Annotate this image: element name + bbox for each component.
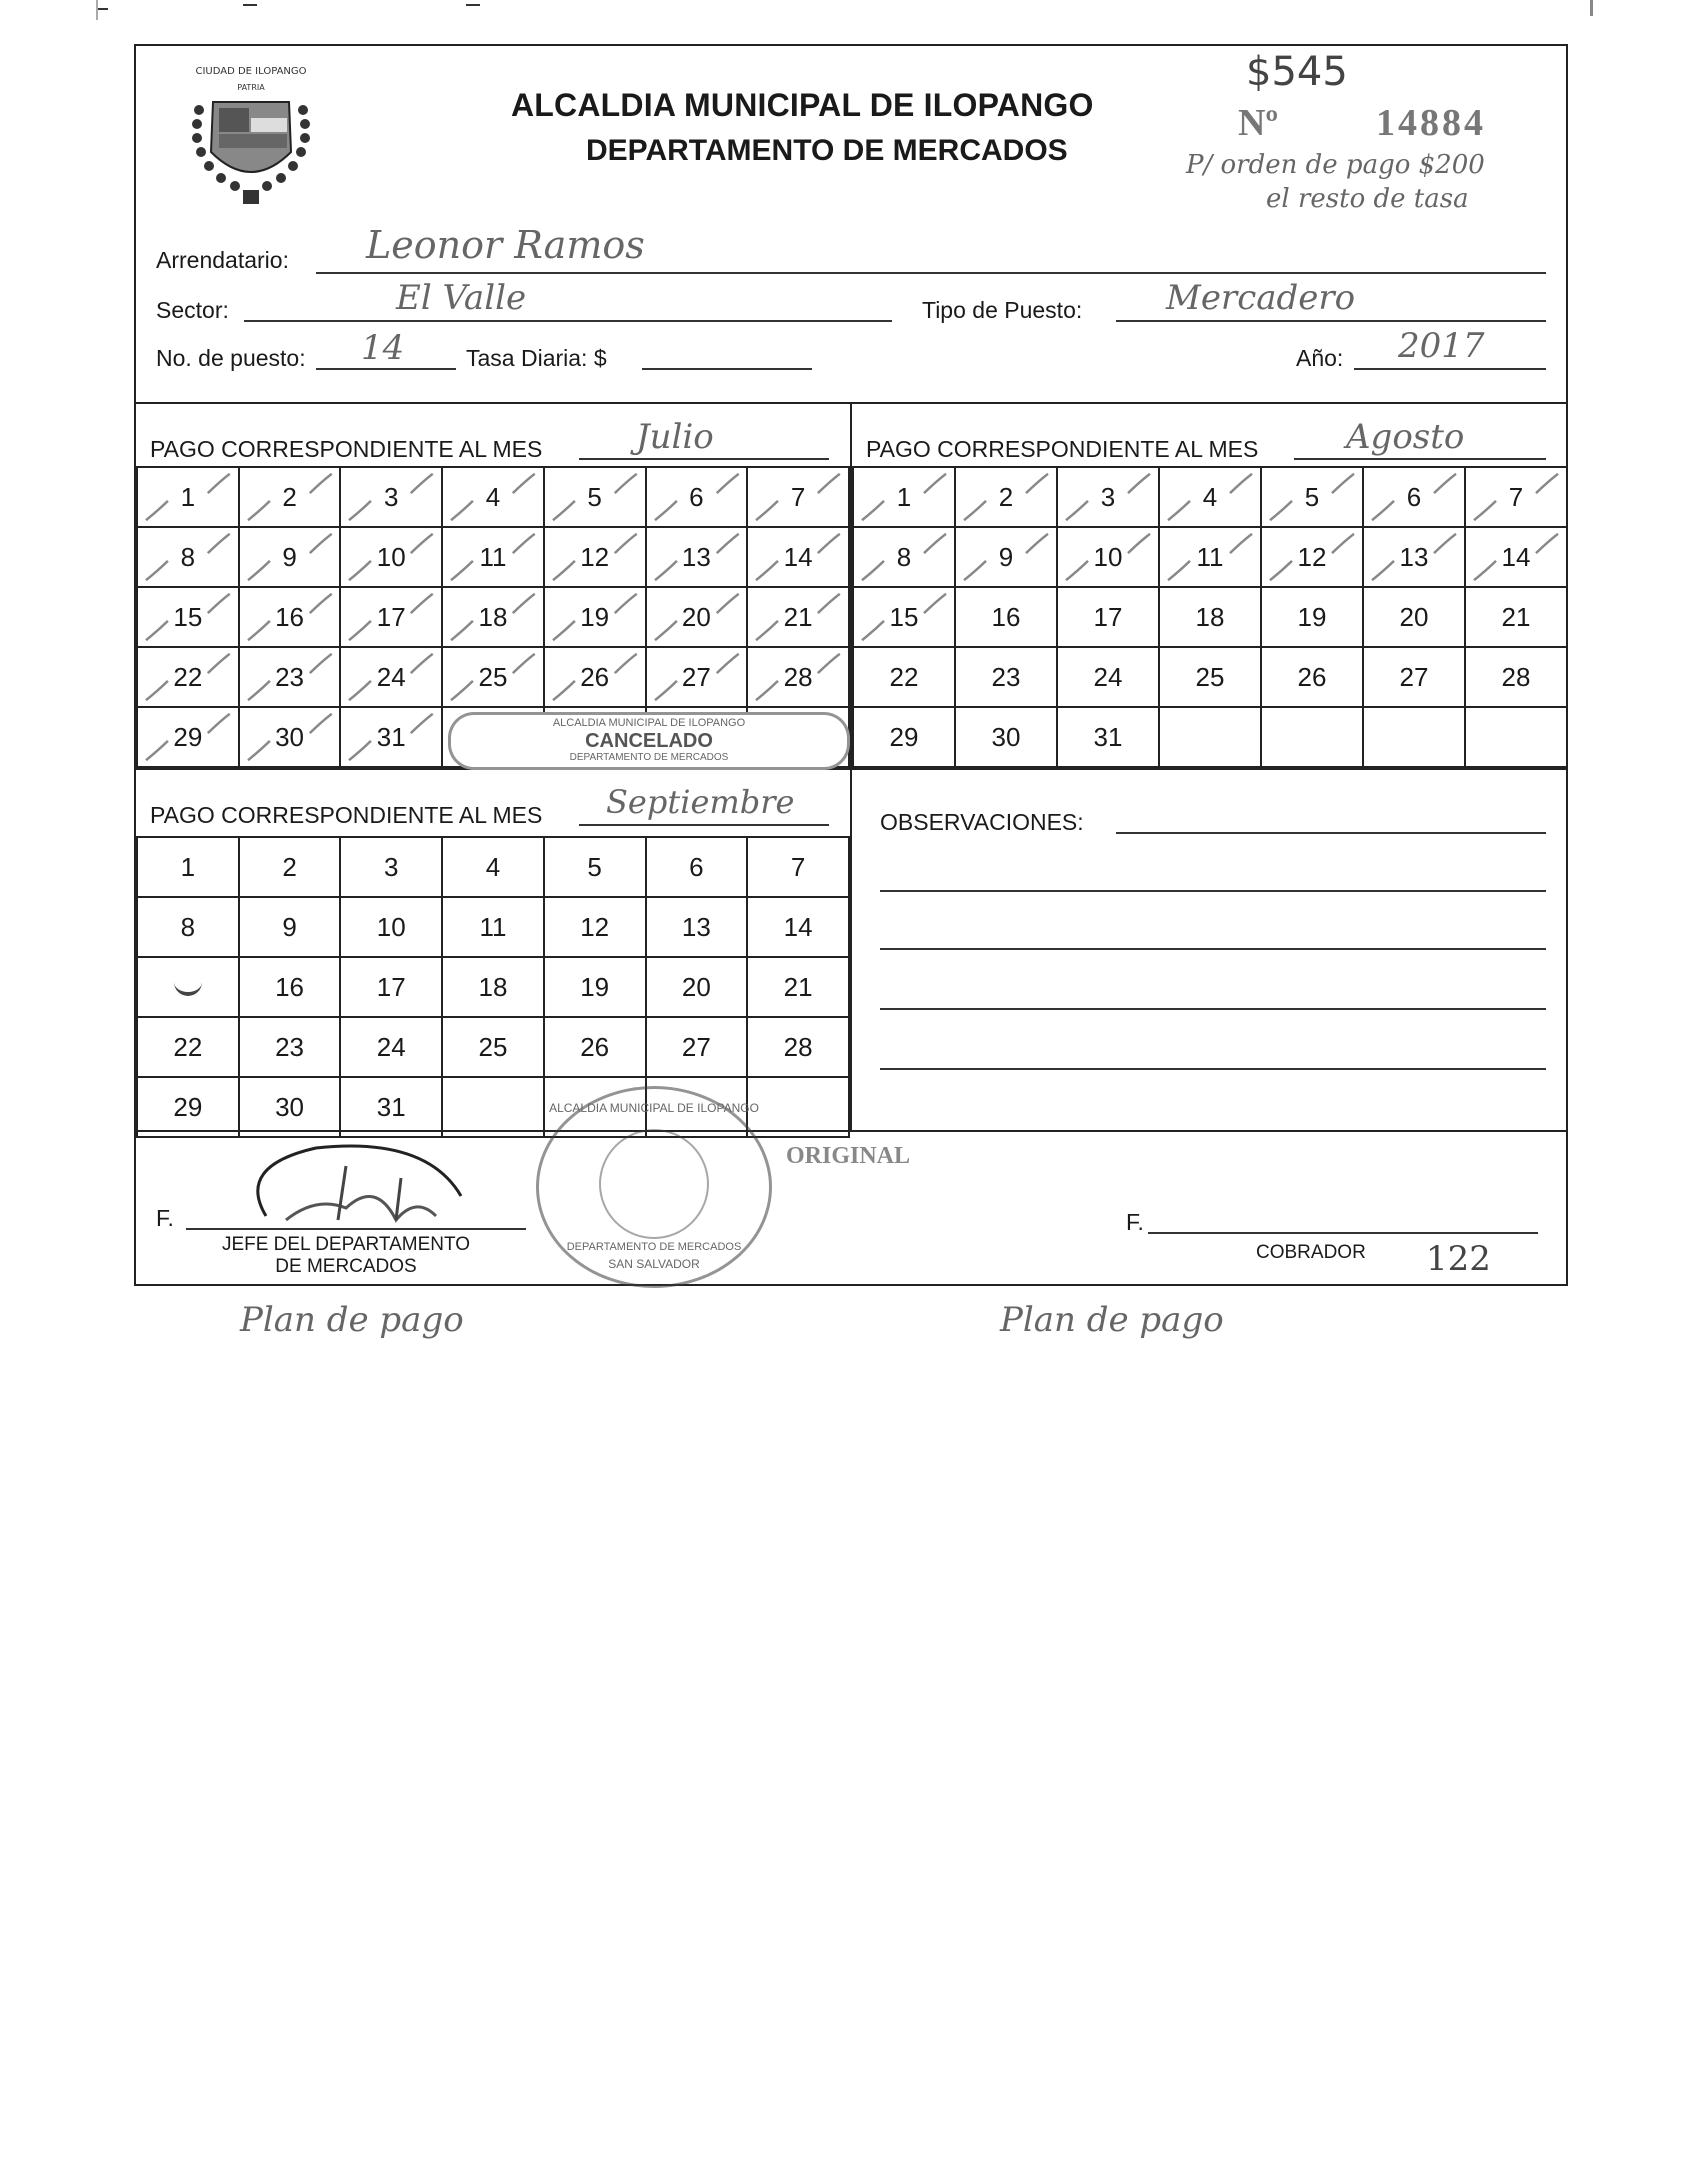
stamp-text: ALCALDIA MUNICIPAL DE ILOPANGO [552,717,746,729]
receipt-number: 14884 [1376,102,1486,144]
calendar-day-cell[interactable] [955,467,1057,527]
calendar-week-row [137,837,849,897]
calendar-day-cell[interactable] [747,587,849,647]
day-number: 2 [998,481,1014,512]
sector-field[interactable] [244,320,892,322]
calendar-week-row [137,647,849,707]
calendar-day-cell[interactable] [442,527,544,587]
tasa-diaria-label: Tasa Diaria: $ [466,345,607,371]
month-label: PAGO CORRESPONDIENTE AL MES [150,436,543,462]
calendar-day-cell[interactable] [853,587,955,647]
municipal-stamp [536,1086,772,1288]
day-number: 7 [790,481,806,512]
day-number: 24 [1093,661,1123,692]
ilopango-coat-of-arms-icon [176,60,326,220]
day-number: 29 [173,721,203,752]
calendar-day-cell[interactable] [646,467,748,527]
day-number: 6 [689,851,704,882]
calendar-day-cell[interactable] [239,587,341,647]
calendar-week-row [137,527,849,587]
month-label: PAGO CORRESPONDIENTE AL MES [150,802,543,828]
signature-icon [226,1136,486,1226]
day-number: 17 [376,971,406,1002]
observaciones-field[interactable] [1116,832,1546,834]
calendar-day-cell[interactable] [1261,647,1363,707]
scan-artifact [466,4,480,6]
day-number: 24 [376,661,406,692]
day-number: 3 [384,481,399,512]
calendar-day-cell[interactable] [442,647,544,707]
calendar-day-cell[interactable] [1057,647,1159,707]
calendar-day-cell[interactable] [646,587,748,647]
day-number: 20 [1399,601,1429,632]
calendar-day-cell[interactable] [442,587,544,647]
day-number: 16 [275,971,305,1002]
calendar-day-cell[interactable] [1465,647,1567,707]
page-title: ALCALDIA MUNICIPAL DE ILOPANGO [511,87,1094,123]
calendar-day-cell[interactable] [239,837,341,897]
calendar-day-cell[interactable] [1363,647,1465,707]
day-number: 1 [180,851,196,882]
sector-value: El Valle [396,278,527,318]
stamp-cancelado-text: CANCELADO [585,730,713,752]
day-number: 1 [180,481,196,512]
calendar-day-cell[interactable] [137,1077,239,1137]
calendar-septiembre [136,836,850,1138]
calendar-day-cell[interactable] [646,837,748,897]
day-number: 22 [889,661,919,692]
calendar-day-cell[interactable] [544,897,646,957]
day-number: 9 [282,911,297,942]
day-number: 26 [1297,661,1327,692]
day-number: 17 [1093,601,1123,632]
day-number: 4 [1202,481,1218,512]
calendar-day-cell[interactable] [239,527,341,587]
day-number: 28 [783,661,813,692]
calendar-day-cell[interactable] [239,897,341,957]
day-number: 28 [1501,661,1531,692]
department-subtitle: DEPARTAMENTO DE MERCADOS [586,134,1068,167]
day-number: 5 [587,851,602,882]
scan-artifact [1590,0,1593,16]
day-number: 9 [282,541,297,572]
day-number: 18 [478,601,508,632]
no-puesto-field[interactable] [316,368,456,370]
day-number: 2 [282,481,297,512]
calendar-day-cell[interactable] [239,1077,341,1137]
day-number: 3 [384,851,399,882]
day-number: 10 [376,911,406,942]
day-number: 25 [1195,661,1225,692]
day-number: 16 [275,601,305,632]
calendar-day-cell[interactable] [340,587,442,647]
day-number: 21 [783,601,813,632]
day-number: 19 [580,601,610,632]
calendar-day-cell[interactable] [442,1017,544,1077]
handwritten-number: 122 [1426,1239,1491,1279]
sector-label: Sector: [156,297,229,323]
calendar-day-cell[interactable] [1363,467,1465,527]
calendar-day-cell[interactable] [442,837,544,897]
calendar-week-row [853,707,1567,767]
calendar-day-cell [1465,707,1567,767]
seal-motto: PATRIA [237,83,265,92]
calendar-day-cell[interactable] [1465,527,1567,587]
calendar-day-cell [1363,707,1465,767]
day-number: 11 [1196,541,1224,572]
day-number: 10 [376,541,406,572]
day-number: 19 [1297,601,1327,632]
calendar-day-cell[interactable] [137,647,239,707]
calendar-day-cell[interactable] [853,647,955,707]
day-number: 15 [173,601,203,632]
seal-text: CIUDAD DE ILOPANGO [195,66,307,77]
calendar-day-cell[interactable] [853,707,955,767]
month-field[interactable] [1294,458,1546,460]
day-number: 21 [783,971,813,1002]
calendar-day-cell[interactable] [747,467,849,527]
day-number: 3 [1100,481,1116,512]
day-number: 7 [1508,481,1524,512]
day-number: 5 [1304,481,1320,512]
scan-artifact [174,978,202,996]
calendar-day-cell[interactable] [137,837,239,897]
day-number: 11 [479,541,507,572]
calendar-week-row [853,527,1567,587]
tipo-puesto-field[interactable] [1116,320,1546,322]
month-name-julio: Julio [636,417,714,457]
calendar-day-cell[interactable] [646,527,748,587]
observaciones-field[interactable] [880,1008,1546,1010]
calendar-day-cell[interactable] [544,837,646,897]
calendar-day-cell[interactable] [544,467,646,527]
day-number: 25 [478,1031,508,1062]
anio-value: 2017 [1398,326,1485,366]
calendar-day-cell [1159,707,1261,767]
day-number: 15 [889,601,919,632]
calendar-day-cell[interactable] [340,527,442,587]
month-name-septiembre: Septiembre [606,783,795,821]
calendar-week-row [853,647,1567,707]
day-number: 27 [681,661,711,692]
calendar-day-cell[interactable] [1261,467,1363,527]
handwritten-amount: $545 [1246,49,1348,95]
calendar-day-cell[interactable] [955,587,1057,647]
calendar-day-cell[interactable] [853,467,955,527]
market-payment-receipt [134,44,1568,1286]
day-number: 16 [991,601,1021,632]
calendar-day-cell[interactable] [239,647,341,707]
calendar-day-cell[interactable] [137,527,239,587]
day-number: 13 [681,911,711,942]
day-number: 6 [1406,481,1422,512]
day-number: 14 [1501,541,1531,572]
day-number: 30 [991,721,1021,752]
calendar-day-cell[interactable] [340,837,442,897]
calendar-day-cell[interactable] [747,647,849,707]
calendar-day-cell[interactable] [340,1077,442,1137]
day-number: 18 [478,971,508,1002]
calendar-week-row [137,467,849,527]
calendar-day-cell[interactable] [1057,587,1159,647]
calendar-day-cell[interactable] [544,587,646,647]
day-number: 20 [681,971,711,1002]
calendar-day-cell[interactable] [646,647,748,707]
calendar-day-cell[interactable] [1057,527,1159,587]
calendar-week-row [137,957,849,1017]
month-field[interactable] [579,458,829,460]
observaciones-field[interactable] [880,948,1546,950]
tipo-puesto-label: Tipo de Puesto: [922,297,1083,323]
anio-label: Año: [1296,345,1344,371]
scan-artifact [96,0,98,20]
calendar-day-cell[interactable] [340,707,442,767]
day-number: 25 [478,661,508,692]
calendar-day-cell[interactable] [955,647,1057,707]
day-number: 22 [173,661,203,692]
month-field[interactable] [579,824,829,826]
calendar-day-cell [137,957,239,1017]
calendar-day-cell[interactable] [853,527,955,587]
stamp-text: DEPARTAMENTO DE MERCADOS [566,1241,742,1253]
day-number: 12 [580,541,610,572]
day-number: 30 [275,721,305,752]
stamp-text: DEPARTAMENTO DE MERCADOS [569,752,729,763]
calendar-day-cell[interactable] [747,957,849,1017]
calendar-day-cell[interactable] [1363,587,1465,647]
day-number: 8 [180,911,196,942]
observaciones-field[interactable] [880,1068,1546,1070]
calendar-day-cell[interactable] [1261,587,1363,647]
day-number: 21 [1501,601,1531,632]
handwritten-note: el resto de tasa [1266,184,1469,214]
no-puesto-label: No. de puesto: [156,345,306,371]
calendar-day-cell[interactable] [239,957,341,1017]
calendar-day-cell[interactable] [747,837,849,897]
day-number: 12 [1297,541,1327,572]
day-number: 27 [1399,661,1429,692]
calendar-day-cell[interactable] [955,707,1057,767]
calendar-day-cell[interactable] [340,467,442,527]
calendar-day-cell[interactable] [544,527,646,587]
day-number: 8 [896,541,912,572]
day-number: 12 [580,911,610,942]
calendar-day-cell[interactable] [340,647,442,707]
calendar-day-cell[interactable] [239,1017,341,1077]
observaciones-label: OBSERVACIONES: [880,809,1084,835]
jefe-departamento-label: DE MERCADOS [275,1256,417,1277]
day-number: 23 [991,661,1021,692]
receipt-number-label: Nº [1238,102,1278,144]
calendar-day-cell[interactable] [1159,527,1261,587]
day-number: 10 [1093,541,1123,572]
day-number: 31 [376,721,406,752]
original-label: ORIGINAL [786,1143,911,1169]
calendar-day-cell[interactable] [1363,527,1465,587]
calendar-day-cell[interactable] [646,957,748,1017]
calendar-day-cell[interactable] [1261,527,1363,587]
firma-jefe-prefix: F. [156,1205,174,1231]
calendar-day-cell [1261,707,1363,767]
day-number: 1 [896,481,912,512]
calendar-day-cell[interactable] [137,467,239,527]
day-number: 8 [180,541,196,572]
calendar-day-cell[interactable] [1057,707,1159,767]
cobrador-label: COBRADOR [1256,1242,1366,1263]
day-number: 9 [998,541,1014,572]
calendar-day-cell[interactable] [747,1017,849,1077]
day-number: 4 [485,481,501,512]
day-number: 30 [275,1091,305,1122]
calendar-day-cell[interactable] [1159,587,1261,647]
calendar-agosto [852,466,1568,768]
tasa-diaria-field[interactable] [642,368,812,370]
day-number: 29 [889,721,919,752]
day-number: 7 [790,851,806,882]
no-puesto-value: 14 [361,328,405,368]
day-number: 26 [580,661,610,692]
calendar-day-cell[interactable] [137,897,239,957]
calendar-day-cell[interactable] [340,957,442,1017]
day-number: 24 [376,1031,406,1062]
day-number: 28 [783,1031,813,1062]
calendar-day-cell[interactable] [340,897,442,957]
calendar-day-cell[interactable] [239,467,341,527]
stamp-text: ALCALDIA MUNICIPAL DE ILOPANGO [549,1101,759,1115]
calendar-day-cell[interactable] [1465,587,1567,647]
day-number: 14 [783,541,813,572]
day-number: 4 [485,851,501,882]
day-number: 13 [681,541,711,572]
calendar-week-row [853,467,1567,527]
day-number: 26 [580,1031,610,1062]
calendar-day-cell[interactable] [442,957,544,1017]
day-number: 27 [681,1031,711,1062]
day-number: 13 [1399,541,1429,572]
calendar-day-cell[interactable] [137,587,239,647]
calendar-day-cell[interactable] [747,527,849,587]
firma-cobrador-prefix: F. [1126,1209,1144,1235]
calendar-day-cell[interactable] [544,647,646,707]
day-number: 22 [173,1031,203,1062]
day-number: 20 [681,601,711,632]
calendar-day-cell[interactable] [239,707,341,767]
calendar-day-cell[interactable] [137,1017,239,1077]
jefe-departamento-label: JEFE DEL DEPARTAMENTO [221,1234,471,1255]
day-number: 14 [783,911,813,942]
calendar-week-row [137,587,849,647]
firma-jefe-field[interactable] [186,1228,526,1230]
cancelado-stamp [448,712,850,770]
calendar-day-cell[interactable] [442,897,544,957]
divider [136,768,1566,770]
arrendatario-label: Arrendatario: [156,247,289,273]
calendar-day-cell[interactable] [747,897,849,957]
calendar-week-row [137,1017,849,1077]
calendar-day-cell[interactable] [646,897,748,957]
calendar-day-cell[interactable] [1465,467,1567,527]
divider [136,1130,1566,1132]
calendar-day-cell[interactable] [1159,647,1261,707]
month-label: PAGO CORRESPONDIENTE AL MES [866,436,1259,462]
day-number: 5 [587,481,602,512]
day-number: 29 [173,1091,203,1122]
day-number: 19 [580,971,610,1002]
calendar-day-cell[interactable] [1159,467,1261,527]
annotation-plan-de-pago: Plan de pago [1000,1300,1224,1340]
day-number: 11 [479,911,507,942]
calendar-day-cell[interactable] [955,527,1057,587]
day-number: 18 [1195,601,1225,632]
day-number: 31 [1093,721,1123,752]
annotation-plan-de-pago: Plan de pago [240,1300,464,1340]
calendar-day-cell[interactable] [544,1017,646,1077]
observaciones-field[interactable] [880,890,1546,892]
calendar-day-cell[interactable] [646,1017,748,1077]
calendar-day-cell [442,1077,544,1137]
anio-field[interactable] [1354,368,1546,370]
day-number: 23 [275,1031,305,1062]
firma-cobrador-field[interactable] [1148,1232,1538,1234]
day-number: 23 [275,661,305,692]
scan-artifact [243,4,257,6]
calendar-week-row [853,587,1567,647]
tipo-puesto-value: Mercadero [1166,278,1356,318]
calendar-day-cell[interactable] [442,467,544,527]
calendar-week-row [137,897,849,957]
day-number: 6 [689,481,704,512]
month-name-agosto: Agosto [1346,417,1465,457]
calendar-day-cell[interactable] [340,1017,442,1077]
day-number: 17 [376,601,406,632]
handwritten-note: P/ orden de pago $200 [1186,150,1485,180]
arrendatario-field[interactable] [316,272,1546,274]
calendar-day-cell[interactable] [137,707,239,767]
calendar-day-cell[interactable] [544,957,646,1017]
day-number: 31 [376,1091,406,1122]
calendar-day-cell[interactable] [1057,467,1159,527]
stamp-text: SAN SALVADOR [608,1257,700,1271]
arrendatario-value: Leonor Ramos [366,223,645,267]
day-number: 2 [282,851,297,882]
